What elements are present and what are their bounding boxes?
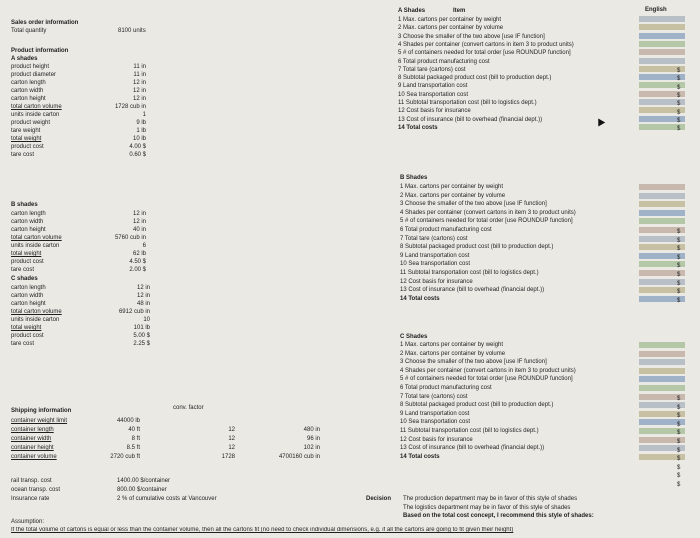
decision-line: Based on the total cost concept, I recommend this style of shades:: [403, 513, 594, 519]
cost-value[interactable]: 1400.00 $/container: [117, 478, 171, 484]
row-label: carton width: [11, 219, 44, 225]
conv-factor[interactable]: 12: [228, 436, 235, 442]
shipping-label: container volume: [11, 454, 57, 460]
shipping-label: container weight limit: [11, 418, 68, 424]
translation-swatch[interactable]: [639, 218, 685, 224]
translation-swatch[interactable]: [639, 24, 685, 30]
currency-sign: $: [677, 126, 681, 133]
item-line: 11 Subtotal transportation cost (bill to logistics dept.): [398, 100, 537, 106]
translation-swatch[interactable]: [639, 41, 685, 47]
currency-sign: $: [677, 464, 681, 471]
item-line: 6 Total product manufacturing cost: [400, 227, 492, 233]
translation-swatch[interactable]: [639, 376, 685, 382]
item-line: 9 Land transportation cost: [400, 252, 470, 259]
item-line: 4 Shades per container (convert cartons in item 3 to product units): [400, 367, 576, 374]
row-label: product cost: [11, 144, 44, 150]
row-label: units inside carton: [11, 112, 60, 118]
currency-sign: $: [677, 101, 681, 108]
cost-value[interactable]: 2 % of cumulative costs at Vancouver: [117, 496, 217, 502]
item-line: 3 Choose the smaller of the two above [use IF function]: [400, 359, 547, 366]
row-value[interactable]: 12 in: [136, 293, 150, 299]
row-value[interactable]: 101 lb: [133, 325, 150, 331]
translation-swatch[interactable]: [639, 49, 685, 55]
currency-sign: $: [677, 439, 681, 445]
row-value[interactable]: 2.00 $: [129, 267, 146, 273]
item-line: 8 Subtotal packaged product cost (bill to production dept.): [398, 75, 552, 82]
row-value[interactable]: 12 in: [132, 88, 146, 94]
item-line: 8 Subtotal packaged product cost (bill to production dept.): [400, 244, 554, 251]
total-quantity-value[interactable]: 8100 units: [118, 28, 146, 34]
item-line: 7 Total tare (cartons) cost: [398, 66, 466, 73]
row-label: tare cost: [11, 341, 35, 347]
row-value[interactable]: 0.60 $: [129, 152, 146, 158]
item-line: 2 Max. cartons per container by volume: [400, 350, 506, 357]
row-value[interactable]: 62 lb: [132, 251, 146, 257]
translation-swatch[interactable]: [639, 16, 685, 22]
currency-sign: $: [677, 297, 681, 304]
translation-swatch[interactable]: [639, 210, 685, 216]
conv-factor[interactable]: 12: [228, 445, 235, 451]
b-shades-title: B shades: [11, 202, 38, 208]
row-value[interactable]: 1 lb: [136, 128, 146, 134]
row-label: carton length: [11, 80, 46, 86]
item-line: 5 # of containers needed for total order [use ROUNDUP function]: [398, 50, 571, 57]
currency-sign: $: [677, 404, 681, 411]
row-label: product cost: [11, 259, 44, 265]
a-shades-title: A shades: [11, 56, 38, 62]
cost-label: rail transp. cost: [11, 478, 52, 484]
item-line: 11 Subtotal transportation cost (bill to logistics dept.): [400, 428, 539, 434]
row-value[interactable]: 1: [142, 112, 146, 118]
row-label: product cost: [11, 333, 44, 339]
row-label: total carton volume: [11, 309, 62, 315]
currency-sign: $: [677, 456, 681, 463]
currency-sign: $: [677, 447, 681, 454]
item-line: 13 Cost of insurance (bill to overhead (financial dept.)): [400, 445, 545, 452]
row-label: total carton volume: [11, 235, 62, 241]
decision-label: Decision: [366, 496, 392, 502]
shipping-label: container length: [11, 427, 54, 433]
currency-sign: $: [677, 76, 681, 83]
row-label: total carton volume: [11, 104, 62, 110]
item-line: 13 Cost of insurance (bill to overhead (financial dept.)): [400, 287, 545, 294]
item-line: 7 Total tare (cartons) cost: [400, 235, 468, 242]
row-label: total weight: [11, 136, 42, 142]
shipping-value[interactable]: 8 ft: [131, 436, 140, 442]
item-header: Item: [453, 8, 466, 14]
row-label: product diameter: [11, 72, 57, 78]
currency-sign: $: [677, 229, 681, 235]
item-line: 5 # of containers needed for total order [use ROUNDUP function]: [400, 376, 573, 383]
row-label: total weight: [11, 251, 42, 257]
currency-sign: $: [677, 482, 681, 488]
assumption-label: Assumption:: [11, 519, 45, 525]
item-line: 12 Cost basis for insurance: [400, 436, 473, 443]
item-line: 6 Total product manufacturing cost: [400, 385, 492, 391]
currency-sign: $: [677, 254, 681, 261]
row-value[interactable]: 6: [142, 243, 146, 249]
row-label: product weight: [11, 120, 51, 126]
currency-sign: $: [677, 109, 681, 116]
shipping-value[interactable]: 8.5 ft: [126, 445, 140, 451]
translation-swatch[interactable]: [639, 193, 685, 199]
row-value[interactable]: 6912 cub in: [118, 309, 150, 315]
shipping-label: container width: [11, 436, 52, 442]
item-line: 12 Cost basis for insurance: [398, 108, 471, 115]
item-line: 4 Shades per container (convert cartons in item 3 to product units): [398, 41, 574, 48]
item-line: 10 Sea transportation cost: [400, 261, 471, 268]
decision-line: The logistics department may be in favor of this style of shades: [403, 504, 571, 511]
shipping-value[interactable]: 40 ft: [128, 427, 140, 433]
item-line: 1 Max. cartons per container by weight: [400, 342, 504, 348]
conv-factor[interactable]: 12: [228, 427, 235, 433]
row-value[interactable]: 12 in: [132, 80, 146, 86]
translation-swatch[interactable]: [639, 342, 685, 348]
shipping-label: container height: [11, 445, 54, 451]
translation-swatch[interactable]: [639, 201, 685, 207]
row-label: carton length: [11, 211, 46, 217]
currency-sign: $: [677, 117, 681, 124]
item-line: 7 Total tare (cartons) cost: [400, 393, 468, 400]
item-line: 14 Total costs: [400, 453, 440, 460]
converted-value[interactable]: 96 in: [306, 436, 320, 442]
translation-swatch[interactable]: [639, 58, 685, 64]
currency-sign: $: [677, 84, 681, 91]
currency-sign: $: [677, 92, 681, 99]
translation-swatch[interactable]: [639, 368, 685, 374]
item-line: 14 Total costs: [400, 295, 440, 302]
shipping-value[interactable]: 2720 cub ft: [110, 454, 140, 460]
translation-swatch[interactable]: [639, 351, 685, 357]
row-label: units inside carton: [11, 243, 60, 249]
assumption-text: If the total volume of cartons is equal or less than the container volume, then all the cartons fit (no need to check individual dimensions, e.g. if all the cartons are going to fit given their height): [11, 527, 514, 533]
row-value[interactable]: 10: [143, 317, 150, 323]
converted-value[interactable]: 4700160 cub in: [278, 454, 320, 460]
total-quantity-label: Total quantity: [11, 28, 47, 34]
item-line: 3 Choose the smaller of the two above [use IF function]: [398, 33, 545, 40]
row-label: tare cost: [11, 152, 35, 158]
currency-sign: $: [677, 413, 681, 420]
english-header: English: [645, 7, 667, 13]
item-line: 4 Shades per container (convert cartons in item 3 to product units): [400, 209, 576, 216]
item-line: 5 # of containers needed for total order [use ROUNDUP function]: [400, 218, 573, 225]
converted-value[interactable]: 102 in: [303, 445, 320, 451]
item-line: 11 Subtotal transportation cost (bill to logistics dept.): [400, 270, 539, 276]
item-line: 3 Choose the smaller of the two above [use IF function]: [400, 201, 547, 208]
item-line: 8 Subtotal packaged product cost (bill to production dept.): [400, 402, 554, 409]
item-line: 10 Sea transportation cost: [398, 91, 469, 98]
conv-factor-label: conv. factor: [173, 405, 204, 411]
row-label: tare weight: [11, 128, 41, 134]
row-value[interactable]: 4.00 $: [129, 144, 146, 150]
row-label: carton height: [11, 96, 46, 102]
row-label: carton width: [11, 88, 44, 94]
row-value[interactable]: 11 in: [133, 64, 146, 70]
currency-sign: $: [677, 272, 681, 278]
currency-sign: $: [677, 396, 681, 402]
converted-value[interactable]: 480 in: [303, 427, 320, 433]
currency-sign: $: [677, 263, 681, 270]
cost-value[interactable]: 800.00 $/container: [117, 487, 167, 493]
row-value[interactable]: 2.25 $: [133, 341, 150, 347]
currency-sign: $: [677, 421, 681, 428]
item-line: 14 Total costs: [398, 124, 438, 131]
item-line: 2 Max. cartons per container by volume: [398, 25, 504, 32]
item-line: 13 Cost of insurance (bill to overhead (financial dept.)): [398, 116, 543, 123]
c-shades-title: C shades: [11, 276, 38, 282]
cost-label: Insurance rate: [11, 496, 50, 502]
item-line: 6 Total product manufacturing cost: [398, 58, 490, 65]
row-value[interactable]: 12 in: [132, 96, 146, 102]
items-b-title: B Shades: [400, 175, 428, 181]
row-value[interactable]: 12 in: [132, 211, 146, 217]
row-label: carton height: [11, 227, 46, 233]
translation-swatch[interactable]: [639, 385, 685, 391]
currency-sign: $: [677, 430, 681, 437]
decision-line: The production department may be in favor of this style of shades: [403, 496, 578, 502]
item-line: 12 Cost basis for insurance: [400, 278, 473, 285]
translation-swatch[interactable]: [639, 184, 685, 190]
row-value[interactable]: 11 in: [133, 72, 146, 78]
cost-label: ocean transp. cost: [11, 487, 61, 493]
currency-sign: $: [677, 246, 681, 253]
shipping-value[interactable]: 44000 lb: [116, 418, 140, 424]
currency-sign: $: [677, 280, 681, 287]
row-value[interactable]: 40 in: [132, 227, 146, 233]
row-label: carton height: [11, 301, 46, 307]
translation-swatch[interactable]: [639, 33, 685, 39]
row-label: units inside carton: [11, 317, 60, 323]
shipping-title: Shipping information: [11, 408, 72, 414]
item-line: 9 Land transportation cost: [398, 83, 468, 90]
row-value[interactable]: 10 lb: [132, 136, 146, 142]
conv-factor[interactable]: 1728: [221, 454, 235, 460]
currency-sign: $: [677, 473, 681, 480]
currency-sign: $: [677, 237, 681, 244]
mouse-pointer-icon: [595, 116, 605, 126]
row-label: carton width: [11, 293, 44, 299]
item-line: 10 Sea transportation cost: [400, 419, 471, 426]
product-title: Product information: [11, 48, 69, 54]
item-line: 9 Land transportation cost: [400, 410, 470, 417]
items-a-title: A Shades: [398, 8, 426, 14]
row-label: product height: [11, 64, 50, 70]
translation-swatch[interactable]: [639, 359, 685, 365]
currency-sign: $: [677, 289, 681, 296]
item-line: 2 Max. cartons per container by volume: [400, 192, 506, 199]
row-value[interactable]: 9 lb: [136, 120, 146, 126]
row-value[interactable]: 4.50 $: [129, 259, 146, 265]
row-label: total weight: [11, 325, 42, 331]
row-value[interactable]: 5.00 $: [133, 333, 150, 339]
items-c-title: C Shades: [400, 334, 428, 340]
row-value[interactable]: 48 in: [136, 301, 150, 307]
item-line: 1 Max. cartons per container by weight: [400, 184, 504, 190]
currency-sign: $: [677, 68, 681, 74]
row-value[interactable]: 12 in: [136, 285, 150, 291]
row-label: carton length: [11, 285, 46, 291]
item-line: 1 Max. cartons per container by weight: [398, 17, 502, 23]
row-value[interactable]: 12 in: [132, 219, 146, 225]
sales-title: Sales order information: [11, 20, 79, 26]
row-value[interactable]: 5760 cub in: [114, 235, 146, 241]
row-label: tare cost: [11, 267, 35, 273]
row-value[interactable]: 1728 cub in: [114, 104, 146, 110]
